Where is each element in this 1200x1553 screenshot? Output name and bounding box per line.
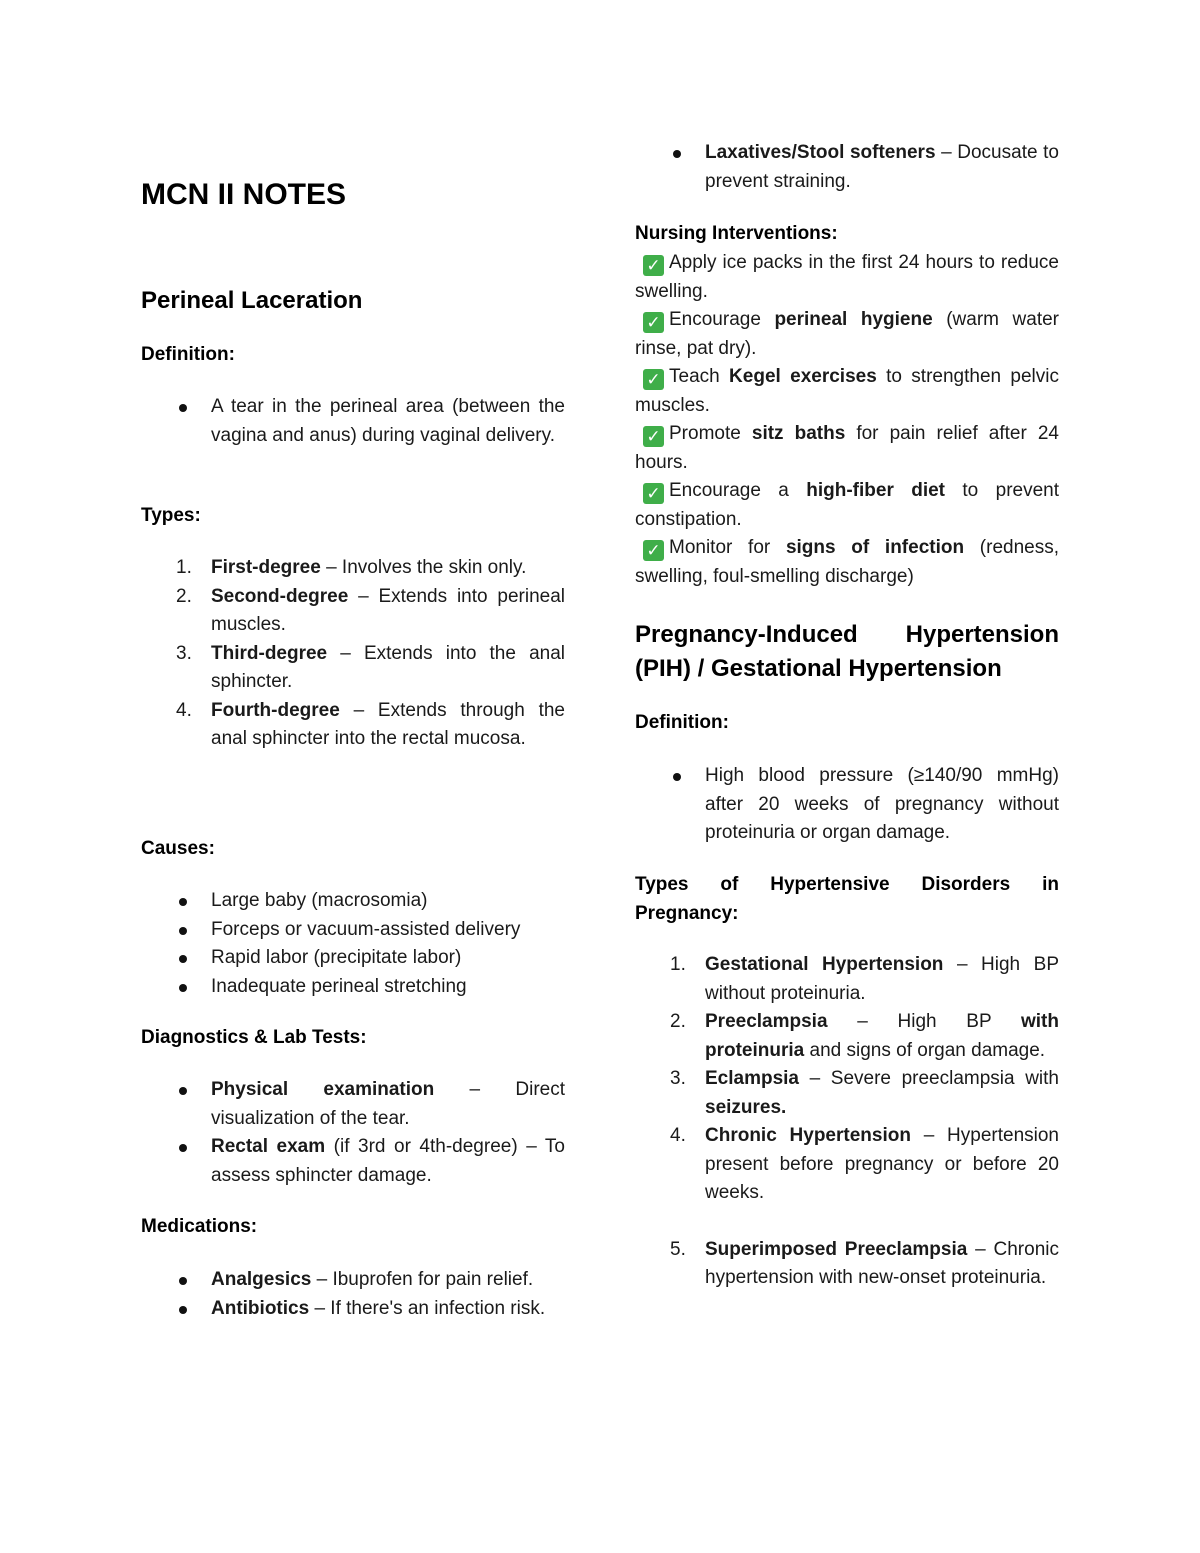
- list-item: [141, 583, 565, 640]
- check-icon: ✓: [643, 426, 664, 447]
- list-term: sitz baths: [751, 423, 846, 444]
- perineal-causes-list: [141, 887, 565, 1001]
- cause-text: Large baby (macrosomia): [211, 890, 428, 911]
- perineal-diagnostics-list: [141, 1076, 565, 1190]
- pih-heading-line1: Pregnancy-Induced Hypertension: [635, 621, 1059, 648]
- list-desc: – High BP: [827, 1011, 1021, 1032]
- bullet-icon: [179, 1277, 187, 1285]
- pih-types-label-line1: Types of Hypertensive Disorders in: [635, 874, 1059, 895]
- list-desc: – Extends into perineal muscles.: [211, 585, 565, 635]
- list-number: 2.: [670, 1011, 686, 1032]
- list-desc: – Hypertension present before pregnancy or before 20 weeks.: [705, 1125, 1059, 1203]
- perineal-medications-label: Medications:: [141, 1216, 258, 1237]
- list-number: 1.: [670, 954, 686, 975]
- list-number: 1.: [176, 557, 192, 578]
- list-item: [635, 1236, 1059, 1293]
- list-term: Kegel exercises: [729, 366, 877, 387]
- list-desc: (if 3rd or 4th-degree) – To assess sphincter damage.: [211, 1136, 566, 1186]
- bullet-icon: [179, 1144, 187, 1152]
- list-term: Eclampsia: [705, 1068, 799, 1089]
- list-number: 4.: [670, 1125, 686, 1146]
- list-term: Third-degree: [211, 642, 328, 664]
- list-term: high-fiber diet: [806, 480, 946, 501]
- pih-types-list: [635, 951, 1059, 1293]
- list-item: [635, 1008, 1059, 1065]
- nursing-interventions-label: Nursing Interventions:: [635, 223, 838, 244]
- bullet-icon: [179, 404, 187, 412]
- check-icon: ✓: [643, 369, 664, 390]
- bullet-icon: [179, 984, 187, 992]
- list-desc: – Involves the skin only.: [320, 557, 527, 578]
- list-term: Rectal exam: [211, 1136, 326, 1157]
- list-number: 2.: [176, 585, 192, 607]
- bullet-icon: [673, 773, 681, 781]
- list-item: [635, 249, 1059, 306]
- list-item: [141, 697, 565, 754]
- pih-definition-text: High blood pressure (≥140/90 mmHg) after 20 weeks of pregnancy without proteinuria or organ damage.: [705, 765, 1059, 843]
- list-item: [635, 1065, 1059, 1122]
- check-icon: ✓: [643, 312, 664, 333]
- list-item: [635, 363, 1059, 420]
- list-desc: – Severe preeclampsia with: [799, 1068, 1059, 1089]
- list-text: Monitor for: [669, 537, 786, 558]
- pih-types-label: [635, 871, 1059, 928]
- list-text: to strengthen pelvic muscles.: [635, 366, 1060, 416]
- list-item: [635, 306, 1059, 363]
- bullet-icon: [673, 150, 681, 158]
- list-desc: – High BP without proteinuria.: [705, 954, 1059, 1004]
- list-spacer: [635, 1208, 1059, 1236]
- list-text: (warm water rinse, pat dry).: [635, 309, 1059, 359]
- perineal-medications-list-cont: [635, 139, 1059, 196]
- list-term: Second-degree: [211, 585, 349, 607]
- list-term: Fourth-degree: [211, 699, 340, 721]
- list-item: [635, 762, 1059, 848]
- list-term: Gestational Hypertension: [705, 954, 944, 975]
- perineal-types-list: [141, 554, 565, 754]
- document-title: MCN II NOTES: [141, 178, 347, 211]
- list-item: [141, 887, 565, 916]
- bullet-icon: [179, 1306, 187, 1314]
- perineal-definition-text: A tear in the perineal area (between the vagina and anus) during vaginal delivery.: [211, 396, 565, 446]
- list-term: Superimposed Preeclampsia: [705, 1238, 968, 1260]
- bullet-icon: [179, 1087, 187, 1095]
- list-term: Preeclampsia: [705, 1011, 828, 1032]
- list-term: Chronic Hypertension: [705, 1125, 911, 1146]
- perineal-definition-label: Definition:: [141, 344, 235, 365]
- list-desc: – Direct visualization of the tear.: [211, 1079, 565, 1129]
- list-desc: – Ibuprofen for pain relief.: [311, 1269, 534, 1290]
- perineal-diagnostics-label: Diagnostics & Lab Tests:: [141, 1027, 367, 1048]
- cause-text: Forceps or vacuum-assisted delivery: [211, 918, 521, 940]
- list-term: with proteinuria: [705, 1011, 1059, 1061]
- perineal-definition-list: [141, 393, 565, 450]
- list-item: [141, 944, 565, 973]
- list-term: Antibiotics: [211, 1297, 310, 1319]
- list-item: [141, 1266, 565, 1295]
- list-term: Analgesics: [211, 1269, 312, 1290]
- list-item: [141, 1133, 565, 1190]
- list-item: [141, 1295, 565, 1324]
- list-desc: – Extends through the anal sphincter into the rectal mucosa.: [211, 699, 565, 749]
- check-icon: ✓: [643, 255, 664, 276]
- list-desc: – Extends into the anal sphincter.: [211, 642, 565, 692]
- bullet-icon: [179, 898, 187, 906]
- cause-text: Inadequate perineal stretching: [211, 975, 467, 997]
- list-desc: and signs of organ damage.: [804, 1039, 1046, 1061]
- list-item: [141, 973, 565, 1002]
- list-text: Encourage: [669, 309, 775, 330]
- pih-heading-line2: (PIH) / Gestational Hypertension: [635, 655, 1002, 682]
- list-text: (redness, swelling, foul-smelling discharge): [635, 537, 1060, 587]
- pih-heading: [635, 618, 1059, 686]
- list-text: to prevent constipation.: [635, 480, 1060, 530]
- list-item: [141, 554, 565, 583]
- cause-text: Rapid labor (precipitate labor): [211, 947, 462, 968]
- list-item: [635, 1122, 1059, 1208]
- list-term: perineal hygiene: [774, 309, 933, 330]
- list-number: 4.: [176, 699, 192, 721]
- list-text: Encourage a: [669, 480, 807, 501]
- list-number: 3.: [176, 642, 192, 664]
- list-item: [635, 139, 1059, 196]
- check-icon: ✓: [643, 483, 664, 504]
- list-item: [141, 393, 565, 450]
- bullet-icon: [179, 955, 187, 963]
- perineal-medications-list: [141, 1266, 565, 1323]
- list-item: [141, 916, 565, 945]
- list-text: Apply ice packs in the first 24 hours to reduce swelling.: [635, 252, 1059, 302]
- list-term: signs of infection: [785, 537, 965, 558]
- perineal-heading: Perineal Laceration: [141, 287, 363, 314]
- list-term: seizures.: [705, 1096, 787, 1118]
- nursing-interventions-list: [635, 249, 1059, 591]
- list-text: Teach: [669, 366, 730, 387]
- list-number: 5.: [670, 1238, 686, 1260]
- list-item: [635, 477, 1059, 534]
- list-term: Laxatives/Stool softeners: [705, 142, 936, 163]
- list-term: Physical examination: [211, 1079, 435, 1100]
- check-icon: ✓: [643, 540, 664, 561]
- list-desc: – If there's an infection risk.: [309, 1297, 546, 1319]
- list-number: 3.: [670, 1068, 686, 1089]
- list-item: [141, 640, 565, 697]
- list-term: First-degree: [211, 557, 321, 578]
- list-text: Promote: [669, 423, 752, 444]
- list-desc: – Chronic hypertension with new-onset proteinuria.: [705, 1238, 1059, 1288]
- perineal-causes-label: Causes:: [141, 838, 215, 859]
- pih-types-label-line2: Pregnancy:: [635, 902, 739, 924]
- list-item: [635, 951, 1059, 1008]
- list-item: [635, 420, 1059, 477]
- list-item: [635, 534, 1059, 591]
- list-item: [141, 1076, 565, 1133]
- pih-definition-list: [635, 762, 1059, 848]
- list-text: for pain relief after 24 hours.: [635, 423, 1059, 473]
- perineal-types-label: Types:: [141, 505, 201, 526]
- list-desc: – Docusate to prevent straining.: [705, 142, 1059, 192]
- pih-definition-label: Definition:: [635, 712, 729, 733]
- bullet-icon: [179, 927, 187, 935]
